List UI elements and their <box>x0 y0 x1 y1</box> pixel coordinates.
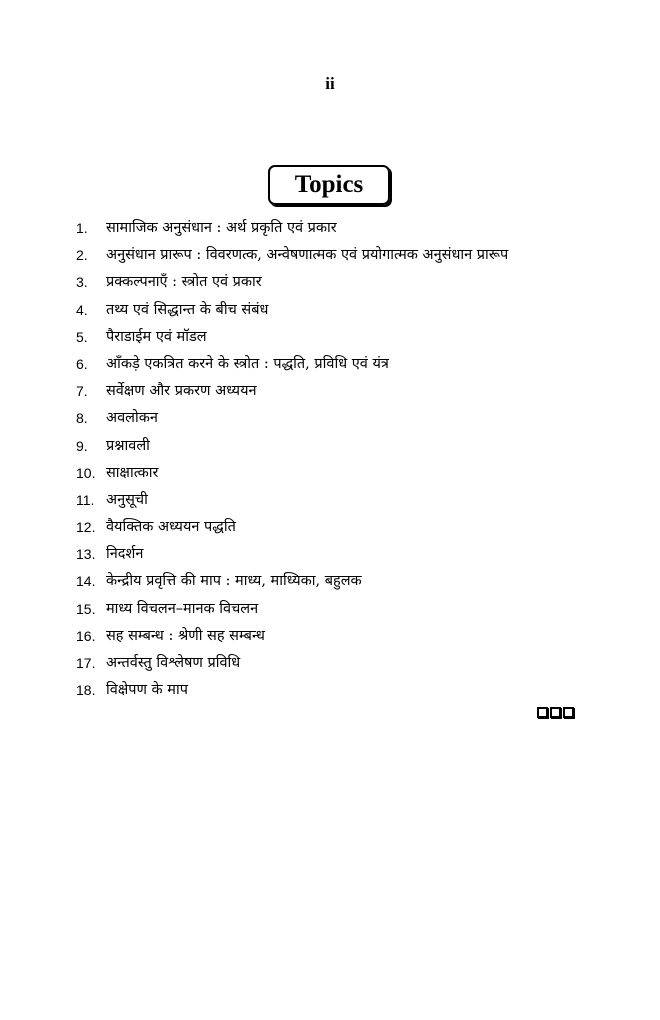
topic-title: अनुसूची <box>106 491 148 508</box>
topic-number: 4. <box>76 301 88 318</box>
topic-number: 5. <box>76 328 88 345</box>
topic-item <box>76 298 508 325</box>
topic-item <box>76 461 508 488</box>
topic-item <box>76 379 508 406</box>
topic-item <box>76 434 508 461</box>
topic-item <box>76 325 508 352</box>
topic-title: अवलोकन <box>106 410 158 427</box>
square-icon <box>550 707 561 718</box>
topic-title: केन्द्रीय प्रवृत्ति की माप : माध्य, माध्यिका, बहुलक <box>106 573 362 590</box>
topic-title: अनुसंधान प्रारूप : विवरणत्क, अन्वेषणात्मक एवं प्रयोगात्मक अनुसंधान प्रारूप <box>106 247 509 264</box>
square-icon <box>537 707 548 718</box>
topics-list <box>76 216 508 705</box>
topics-heading: Topics <box>268 165 390 205</box>
page-number: ii <box>325 74 335 93</box>
topic-title: वैयक्तिक अध्ययन पद्धति <box>106 519 236 536</box>
topic-number: 12. <box>76 519 96 536</box>
topic-item <box>76 243 508 270</box>
topic-number: 13. <box>76 546 96 563</box>
topic-item <box>76 216 508 243</box>
topic-item <box>76 569 508 596</box>
topic-number: 8. <box>76 410 88 427</box>
topic-item <box>76 542 508 569</box>
topic-number: 1. <box>76 220 88 236</box>
topic-item <box>76 624 508 651</box>
topic-title: विक्षेपण के माप <box>106 682 188 699</box>
topic-item <box>76 270 508 297</box>
topic-title: निदर्शन <box>106 546 144 563</box>
topic-number: 2. <box>76 247 88 264</box>
topic-item <box>76 651 508 678</box>
topic-item <box>76 488 508 515</box>
topic-title: सामाजिक अनुसंधान : अर्थ प्रकृति एवं प्रकार <box>106 220 337 236</box>
topic-item <box>76 406 508 433</box>
topic-item <box>76 597 508 624</box>
topic-title: माध्य विचलन–मानक विचलन <box>106 600 259 617</box>
topic-title: साक्षात्कार <box>106 464 159 481</box>
topic-title: प्रक्कल्पनाएँ : स्त्रोत एवं प्रकार <box>106 274 262 291</box>
end-of-section-mark <box>537 707 574 718</box>
topic-item <box>76 352 508 379</box>
topic-title: प्रश्नावली <box>106 437 150 454</box>
topic-number: 10. <box>76 464 96 481</box>
topic-number: 9. <box>76 437 88 454</box>
topic-number: 11. <box>76 491 95 508</box>
topic-title: आँकड़े एकत्रित करने के स्त्रोत : पद्धति, प्रविधि एवं यंत्र <box>106 355 389 372</box>
topic-number: 18. <box>76 682 96 699</box>
square-icon <box>563 707 574 718</box>
topic-item <box>76 678 508 705</box>
topic-number: 14. <box>76 573 96 590</box>
topic-title: सह सम्बन्ध : श्रेणी सह सम्बन्ध <box>106 627 265 644</box>
topic-title: पैराडाईम एवं मॉडल <box>106 328 207 345</box>
topic-number: 7. <box>76 383 88 400</box>
topic-number: 16. <box>76 627 96 644</box>
topic-title: अन्तर्वस्तु विश्लेषण प्रविधि <box>106 655 241 671</box>
topic-title: सर्वेक्षण और प्रकरण अध्ययन <box>106 383 257 400</box>
topic-item <box>76 515 508 542</box>
topic-number: 17. <box>76 655 96 671</box>
topic-title: तथ्य एवं सिद्धान्त के बीच संबंध <box>106 301 269 318</box>
topic-number: 15. <box>76 600 96 617</box>
topic-number: 6. <box>76 355 88 372</box>
topic-number: 3. <box>76 274 88 291</box>
